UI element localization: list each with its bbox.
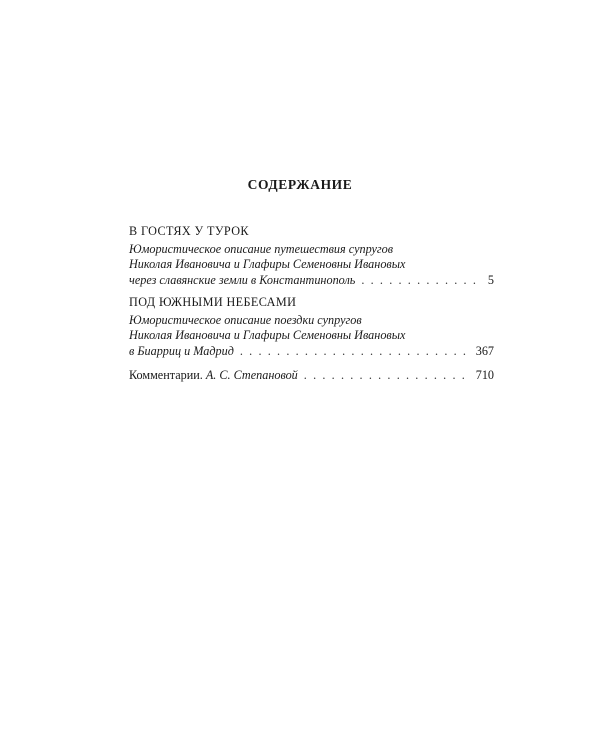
- toc-page-number: 710: [475, 368, 494, 382]
- dot-leader: [240, 344, 470, 360]
- toc-entry-title: В ГОСТЯХ У ТУРОК: [129, 224, 249, 238]
- dot-leader: [304, 368, 470, 384]
- contents-heading: СОДЕРЖАНИЕ: [247, 177, 353, 192]
- dot-leader: [361, 273, 482, 289]
- commentary-label: Комментарии. А. С. Степановой: [129, 368, 298, 382]
- toc-entry-subtitle-line: Юмористическое описание поездки супругов: [129, 312, 362, 327]
- toc-entry-pod-yuzhnymi-nebesami: [129, 295, 494, 359]
- toc-entry-last-line: [129, 344, 494, 360]
- commentary-author: А. С. Степановой: [205, 368, 298, 382]
- toc-page-number: 367: [475, 343, 494, 358]
- toc-entry-title: ПОД ЮЖНЫМИ НЕБЕСАМИ: [129, 295, 297, 309]
- toc-entry-last-line: [129, 273, 494, 289]
- toc-page-number: 5: [487, 272, 494, 287]
- toc-entry-subtitle-line: через славянские земли в Константинополь: [129, 272, 356, 287]
- table-of-contents: [129, 224, 494, 384]
- toc-entry-subtitle-line: в Биарриц и Мадрид: [129, 343, 234, 358]
- toc-entry-line: [129, 368, 494, 384]
- toc-entry-commentary: [129, 368, 494, 384]
- toc-entry-v-gostyakh-u-turok: [129, 224, 494, 288]
- toc-entry-subtitle-line: Юмористическое описание путешествия супругов: [129, 241, 394, 256]
- toc-entry-subtitle-line: Николая Ивановича и Глафиры Семеновны Ивановых: [129, 257, 406, 271]
- toc-entry-subtitle-line: Николая Ивановича и Глафиры Семеновны Ивановых: [129, 328, 406, 342]
